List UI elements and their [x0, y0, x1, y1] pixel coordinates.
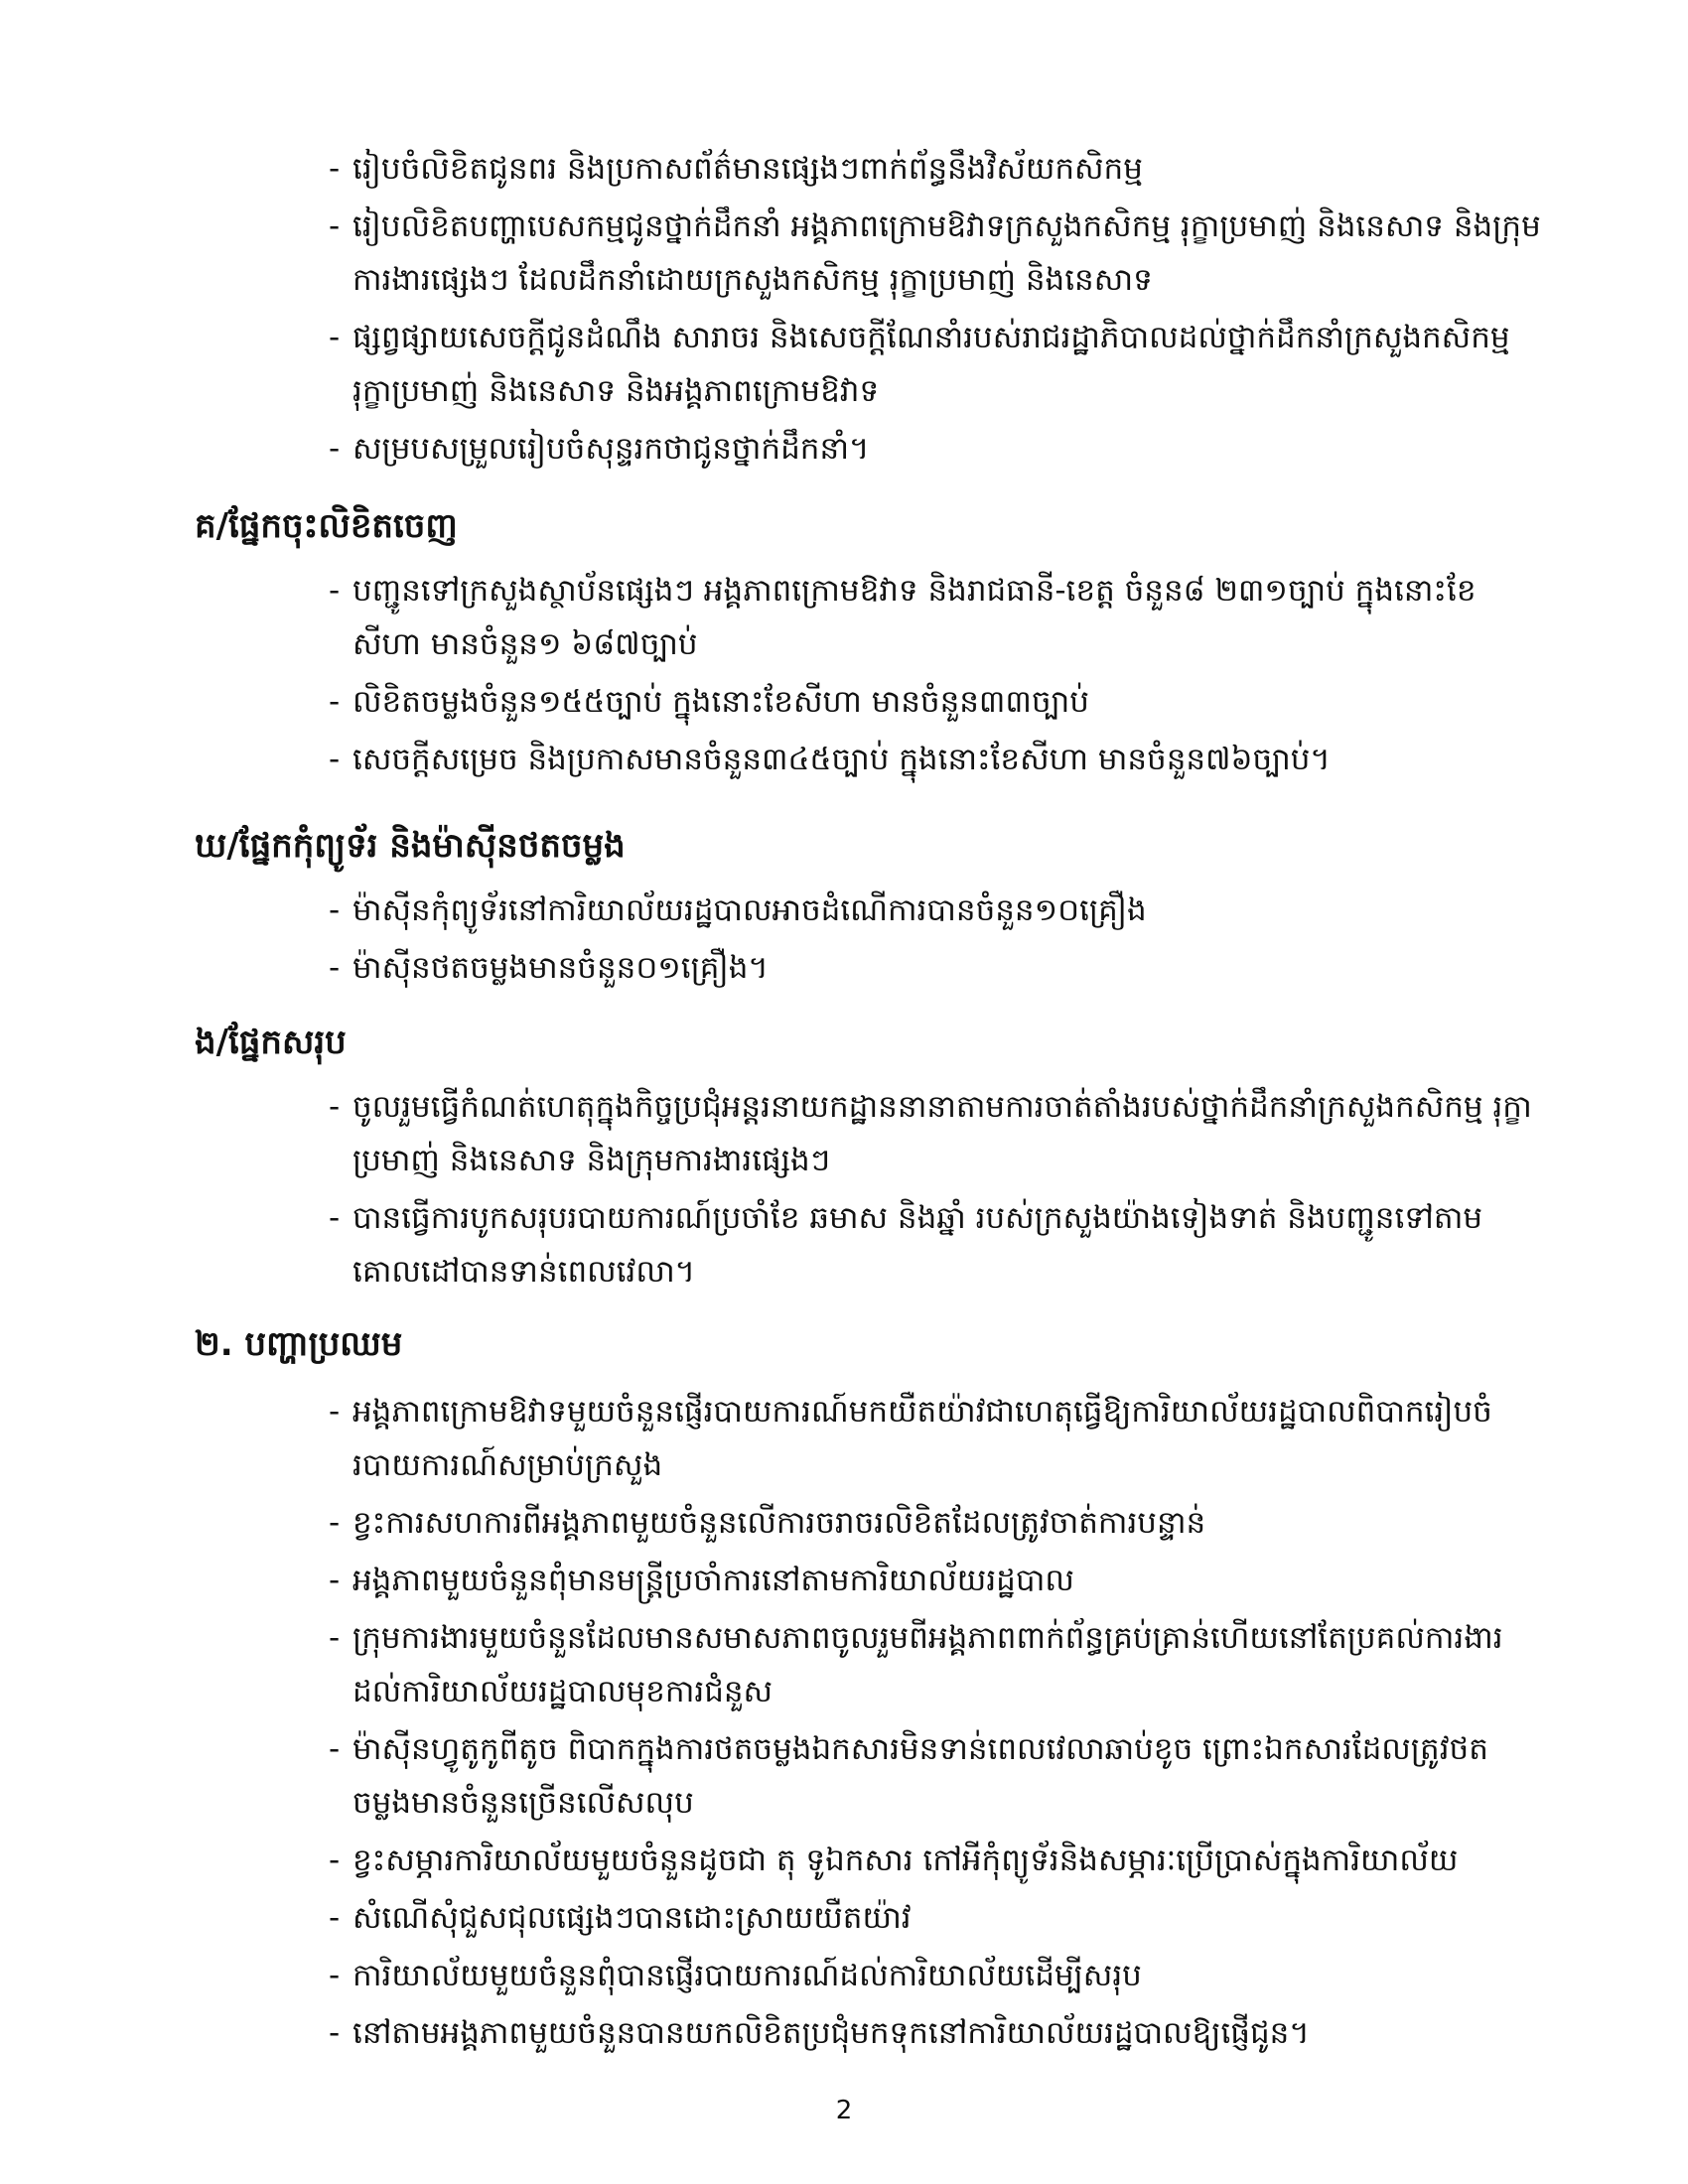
section-heading-challenges: ២. បញ្ហាប្រឈម	[195, 1324, 403, 1364]
outgoing-letters-list	[329, 564, 1544, 790]
list-item: - សេចក្តីសម្រេច និងប្រកាសមានចំនួន៣៤៥ច្បាប់ ក្នុងនោះខែសីហា មានចំនួន៧៦ច្បាប់។	[329, 742, 1331, 777]
list-item: - ការិយាល័យមួយចំនួនពុំបានផ្ញើរបាយការណ៍ដល់ការិយាល័យដើម្បីសរុប	[329, 1958, 1142, 1993]
section-heading-summary: ង/ផ្នែកសរុប	[195, 1023, 347, 1062]
list-item: - រៀបចំលិខិតជូនពរ និងប្រកាសព័ត៌មានផ្សេងៗពាក់ព័ន្ធនឹងវិស័យកសិកម្ម	[329, 151, 1143, 187]
section-heading-outgoing-letters: គ/ផ្នែកចុះលិខិតចេញ	[195, 506, 458, 546]
summary-list	[329, 1080, 1544, 1302]
list-item: - អង្គភាពមួយចំនួនពុំមានមន្ត្រីប្រចាំការនៅតាមការិយាល័យរដ្ឋបាល	[329, 1563, 1074, 1598]
list-item: - ក្រុមការងារមួយចំនួនដែលមានសមាសភាពចូលរួមពីអង្គភាពពាក់ព័ន្ធគ្រប់គ្រាន់ហើយនៅតែប្រគល់ការងារដល់ការិយាល័យរដ្ឋបាលមុខការជំនួស	[329, 1620, 1503, 1709]
admin-tasks-list	[329, 142, 1544, 479]
list-item: - ម៉ាស៊ីនកុំព្យូទ័រនៅការិយាល័យរដ្ឋបាលអាចដំណើការបានចំនួន១០គ្រឿង	[329, 892, 1147, 928]
list-item: - នៅតាមអង្គភាពមួយចំនួនបានយកលិខិតប្រជុំមកទុកនៅការិយាល័យរដ្ឋបាលឱ្យផ្ញើជូន។	[329, 2015, 1310, 2051]
challenges-list	[329, 1385, 1544, 2064]
list-item: - ចូលរួមធ្វើកំណត់ហេតុក្នុងកិច្ចប្រជុំអន្តរនាយកដ្ឋាននានាតាមការចាត់តាំងរបស់ថ្នាក់ដឹកនាំក្រសួងកសិកម្ម រុក្ខាប្រមាញ់ និងនេសាទ និងក្រុមការងារផ្សេងៗ	[329, 1089, 1532, 1178]
list-item: - សម្របសម្រួលរៀបចំសុន្ទរកថាជូនថ្នាក់ដឹកនាំ។	[329, 431, 870, 467]
section-heading-computers: ឃ/ផ្នែកកុំព្យូទ័រ និងម៉ាស៊ីនថតចម្លង	[195, 826, 626, 866]
list-item: - ផ្សព្វផ្សាយសេចក្តីជូនដំណឹង សារាចរ និងសេចក្តីណែនាំរបស់រាជរដ្ឋាភិបាលដល់ថ្នាក់ដឹកនាំក្រសួងកសិកម្ម រុក្ខាប្រមាញ់ និងនេសាទ និងអង្គភាពក្រោមឱវាទ	[329, 320, 1510, 409]
page-number: 2	[835, 2096, 853, 2125]
list-item: - លិខិតចម្លងចំនួន១៥៥ច្បាប់ ក្នុងនោះខែសីហា មានចំនួន៣៣ច្បាប់	[329, 684, 1089, 720]
list-item: - ម៉ាស៊ីនហ្វូតូកូពីតូច ពិបាកក្នុងការថតចម្លងឯកសារមិនទាន់ពេលវេលាឆាប់ខូច ព្រោះឯកសារដែលត្រូវថតចម្លងមានចំនួនច្រើនលើសលុប	[329, 1731, 1488, 1821]
list-item: - បញ្ជូនទៅក្រសួងស្ថាប័នផ្សេងៗ អង្គភាពក្រោមឱវាទ និងរាជធានី-ខេត្ត ចំនួន៨ ២៣១ច្បាប់ ក្នុងនោះខែសីហា មានចំនួន១ ៦៨៧ច្បាប់	[329, 573, 1477, 662]
list-item: - ខ្វះសម្ភារការិយាល័យមួយចំនួនដូចជា តុ ទូឯកសារ កៅអីកុំព្យូទ័រនិងសម្ភារៈប្រើប្រាស់ក្នុងការិយាល័យ	[329, 1843, 1459, 1878]
list-item: - សំណើសុំជួសជុលផ្សេងៗបានដោះស្រាយយឺតយ៉ាវ	[329, 1900, 912, 1936]
list-item: - អង្គភាពក្រោមឱវាទមួយចំនួនផ្ញើរបាយការណ៍មកយឺតយ៉ាវជាហេតុធ្វើឱ្យការិយាល័យរដ្ឋបាលពិបាករៀបចំរបាយការណ៍សម្រាប់ក្រសួង	[329, 1394, 1492, 1483]
list-item: - ម៉ាស៊ីនថតចម្លងមានចំនួន០១គ្រឿង។	[329, 950, 769, 986]
list-item: - រៀបលិខិតបញ្ហាបេសកម្មជូនថ្នាក់ដឹកនាំ អង្គភាពក្រោមឱវាទក្រសួងកសិកម្ម រុក្ខាប្រមាញ់ និងនេសាទ និងក្រុមការងារផ្សេងៗ ដែលដឹកនាំដោយក្រសួងកសិកម្ម រុក្ខាប្រមាញ់ និងនេសាទ	[329, 208, 1541, 298]
list-item: - បានធ្វើការបូកសរុបរបាយការណ៍ប្រចាំខែ ឆមាស និងឆ្នាំ របស់ក្រសួងយ៉ាងទៀងទាត់ និងបញ្ជូនទៅតាមគោលដៅបានទាន់ពេលវេលា។	[329, 1200, 1483, 1290]
computers-list	[329, 884, 1544, 999]
list-item: - ខ្វះការសហការពីអង្គភាពមួយចំនួនលើការចរាចរលិខិតដែលត្រូវចាត់ការបន្ទាន់	[329, 1505, 1206, 1541]
